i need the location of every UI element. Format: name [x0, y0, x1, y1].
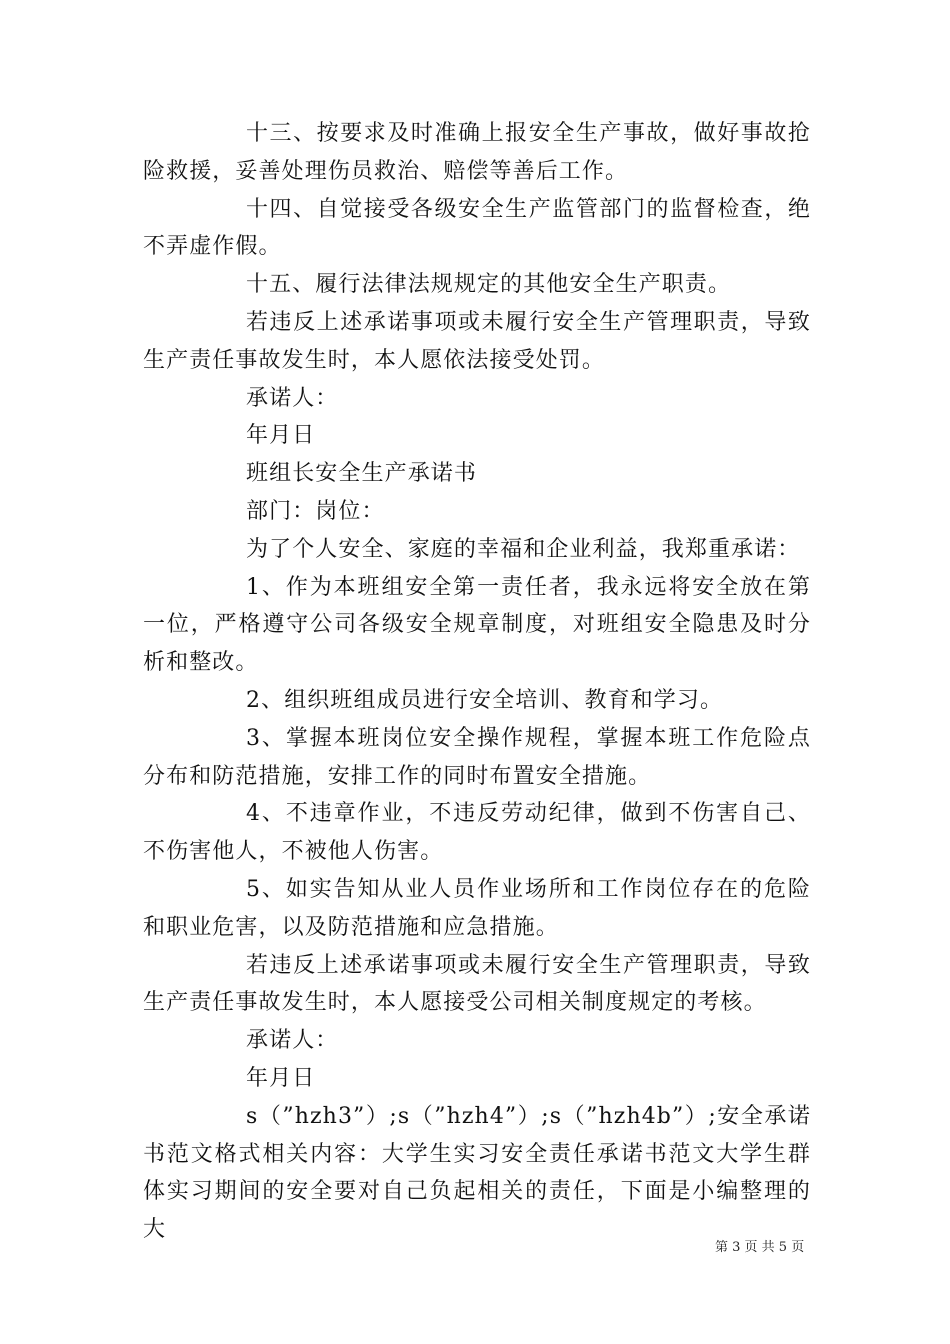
- document-body: [143, 115, 811, 1249]
- paragraph-item-14: 十四、自觉接受各级安全生产监管部门的监督检查，绝不弄虚作假。: [143, 196, 811, 260]
- section-title: 班组长安全生产承诺书: [246, 461, 478, 487]
- pledge-intro: 为了个人安全、家庭的幸福和企业利益，我郑重承诺：: [246, 536, 801, 562]
- pledge-item-3: 3、掌握本班岗位安全操作规程，掌握本班工作危险点分布和防范措施，安排工作的同时布置安全措施。: [143, 725, 811, 789]
- date-label: 年月日: [246, 423, 316, 449]
- related-content-paragraph: s（”hzh3”）;s（”hzh4”）;s（”hzh4b”）;安全承诺书范文格式相关内容：大学生实习安全责任承诺书范文大学生群体实习期间的安全要对自己负起相关的责任，下面是小编整理的大: [143, 1103, 811, 1243]
- date-label-2: 年月日: [246, 1065, 316, 1091]
- paragraph-item-13: 十三、按要求及时准确上报安全生产事故，做好事故抢险救援，妥善处理伤员救治、赔偿等善后工作。: [143, 121, 811, 184]
- page-number-footer: 第 3 页 共 5 页: [715, 1240, 805, 1255]
- paragraph-item-15: 十五、履行法律法规规定的其他安全生产职责。: [246, 272, 732, 298]
- signatory-label-2: 承诺人：: [246, 1028, 339, 1054]
- paragraph-violation-clause-2: 若违反上述承诺事项或未履行安全生产管理职责，导致生产责任事故发生时，本人愿接受公司相关制度规定的考核。: [143, 952, 811, 1016]
- department-position-label: 部门：岗位：: [246, 498, 385, 524]
- pledge-item-1: 1、作为本班组安全第一责任者，我永远将安全放在第一位，严格遵守公司各级安全规章制度，对班组安全隐患及时分析和整改。: [143, 574, 811, 676]
- paragraph-violation-clause: 若违反上述承诺事项或未履行安全生产管理职责，导致生产责任事故发生时，本人愿依法接受处罚。: [143, 309, 811, 373]
- signatory-label: 承诺人：: [246, 385, 339, 411]
- pledge-item-4: 4、不违章作业，不违反劳动纪律，做到不伤害自己、不伤害他人，不被他人伤害。: [143, 801, 811, 865]
- pledge-item-2: 2、组织班组成员进行安全培训、教育和学习。: [246, 687, 724, 713]
- pledge-item-5: 5、如实告知从业人员作业场所和工作岗位存在的危险和职业危害，以及防范措施和应急措施。: [143, 876, 811, 940]
